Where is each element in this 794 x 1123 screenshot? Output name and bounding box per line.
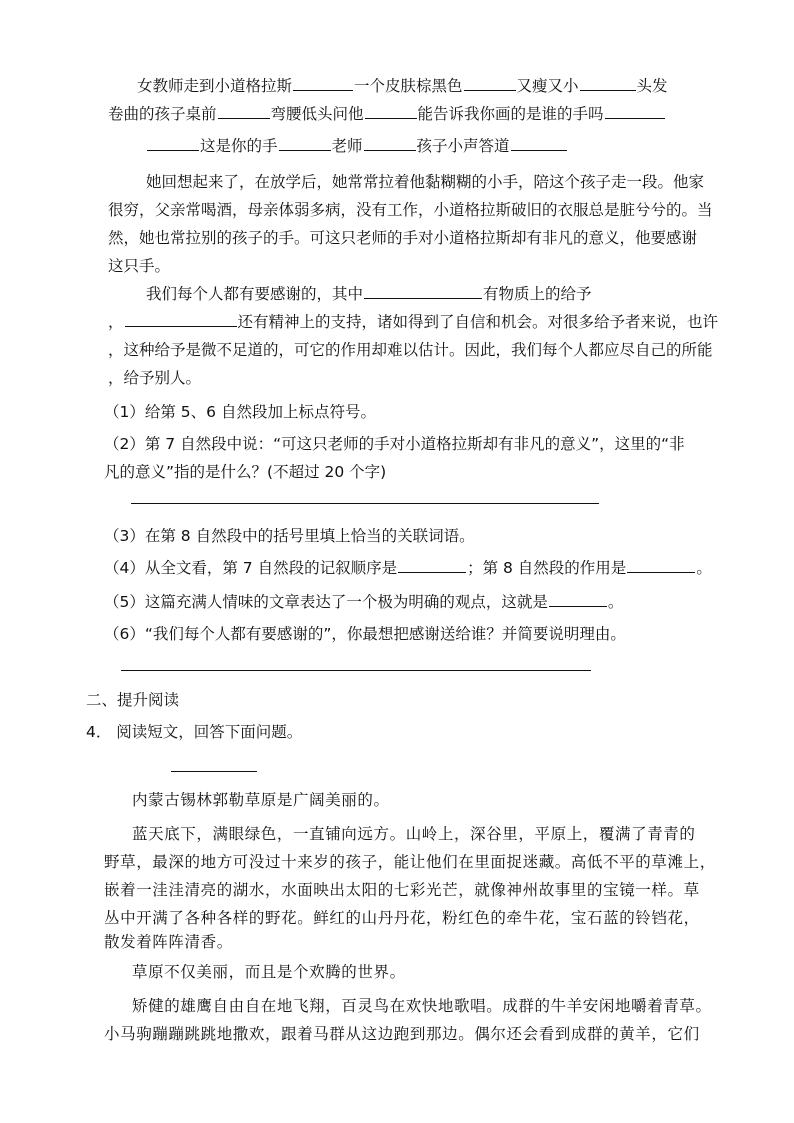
- para7-text: ，: [108, 313, 124, 331]
- dialog-text: 头发: [636, 77, 668, 95]
- para7-line-4: ，给予别人。: [108, 369, 202, 387]
- dialog-text: 卷曲的孩子桌前: [108, 105, 217, 123]
- answer-blank[interactable]: [293, 76, 353, 91]
- dialog-text: 一个皮肤棕黑色: [354, 77, 463, 95]
- passage-para-1: 内蒙古锡林郭勒草原是广阔美丽的。: [132, 791, 390, 809]
- passage-para-2-line: 蓝天底下，满眼绿色，一直铺向远方。山岭上，深谷里，平原上，覆满了青青的: [132, 825, 696, 843]
- answer-line[interactable]: [131, 503, 599, 504]
- dialog-text: 能告诉我你画的是谁的手吗: [417, 105, 604, 123]
- dialog-text: 弯腰低头问他: [270, 105, 364, 123]
- answer-blank[interactable]: [398, 558, 466, 573]
- dialog-line-2: [108, 104, 666, 124]
- answer-blank[interactable]: [511, 136, 567, 151]
- answer-blank[interactable]: [627, 558, 695, 573]
- dialog-text: 这是你的手: [200, 137, 278, 155]
- passage-para-4-line: 矫健的雄鹰自由自在地飞翔，百灵鸟在欢快地歌唱。成群的牛羊安闲地嚼着青草。: [132, 997, 712, 1015]
- passage-para-2-line: 嵌着一洼洼清亮的湖水，水面映出太阳的七彩光芒，就像神州故事里的宝镜一样。草: [104, 881, 700, 899]
- dialog-line-3: [146, 136, 568, 156]
- answer-blank[interactable]: [218, 104, 270, 119]
- question-text: （4）从全文看，第 7 自然段的记叙顺序是: [104, 559, 398, 577]
- section-heading: 二、提升阅读: [86, 691, 180, 709]
- passage-para-2-line: 野草，最深的地方可没过十来岁的孩子，能让他们在里面捉迷藏。高低不平的草滩上，: [104, 853, 716, 871]
- title-blank[interactable]: [171, 771, 257, 772]
- para7-text: 还有精神上的支持，诸如得到了自信和机会。对很多给予者来说，也许: [237, 313, 719, 331]
- para6-line: 这只手。: [108, 257, 171, 275]
- question-6: （6）“我们每个人都有要感谢的”，你最想把感谢送给谁？并简要说明理由。: [104, 625, 626, 643]
- para7-text: 我们每个人都有要感谢的，其中: [146, 285, 364, 303]
- answer-blank[interactable]: [364, 136, 416, 151]
- para6-line: 很穷，父亲常喝酒，母亲体弱多病，没有工作，小道格拉斯破旧的衣服总是脏兮兮的。当: [108, 201, 713, 219]
- dialog-text: 孩子小声答道: [416, 137, 510, 155]
- answer-blank[interactable]: [364, 284, 482, 299]
- answer-blank[interactable]: [365, 104, 417, 119]
- para7-line-3: ，这种给予是微不足道的，可它的作用却难以估计。因此，我们每个人都应尽自己的所能: [108, 341, 713, 359]
- passage-para-2-line: 散发着阵阵清香。: [104, 933, 233, 951]
- answer-blank[interactable]: [147, 136, 199, 151]
- answer-blank[interactable]: [464, 76, 516, 91]
- task-instruction: 4． 阅读短文，回答下面问题。: [86, 723, 303, 741]
- para7-line-1: [146, 284, 592, 304]
- para6-line: 然，她也常拉别的孩子的手。可这只老师的手对小道格拉斯却有非凡的意义，他要感谢: [108, 229, 698, 247]
- answer-blank[interactable]: [125, 312, 237, 327]
- question-text: 。: [696, 559, 712, 577]
- answer-line[interactable]: [121, 670, 591, 671]
- answer-blank[interactable]: [605, 104, 665, 119]
- passage-para-4-line: 小马驹蹦蹦跳跳地撒欢，跟着马群从这边跑到那边。偶尔还会看到成群的黄羊，它们: [104, 1025, 700, 1043]
- question-5: [104, 592, 623, 612]
- passage-para-2-line: 丛中开满了各种各样的野花。鲜红的山丹丹花，粉红色的牵牛花，宝石蓝的铃铛花，: [104, 909, 700, 927]
- question-2-line-1: （2）第 7 自然段中说：“可这只老师的手对小道格拉斯却有非凡的意义”，这里的“非: [104, 435, 685, 453]
- para7-line-2: [108, 312, 718, 332]
- dialog-line-1: [137, 76, 668, 96]
- question-1: （1）给第 5、6 自然段加上标点符号。: [104, 403, 376, 421]
- question-text: ；第 8 自然段的作用是: [467, 559, 627, 577]
- dialog-text: 老师: [331, 137, 363, 155]
- question-text: 。: [607, 593, 624, 611]
- para7-text: 有物质上的给予: [483, 285, 592, 303]
- para6-line: 她回想起来了，在放学后，她常常拉着他黏糊糊的小手，陪这个孩子走一段。他家: [146, 173, 705, 191]
- question-4: [104, 558, 712, 578]
- answer-blank[interactable]: [549, 592, 607, 607]
- dialog-text: 又瘦又小: [516, 77, 579, 95]
- dialog-text: 女教师走到小道格拉斯: [137, 77, 293, 95]
- passage-para-3: 草原不仅美丽，而且是个欢腾的世界。: [132, 963, 406, 981]
- question-text: （5）这篇充满人情味的文章表达了一个极为明确的观点，这就是: [104, 593, 548, 611]
- answer-blank[interactable]: [580, 76, 636, 91]
- answer-blank[interactable]: [279, 136, 331, 151]
- question-2-line-2: 凡的意义”指的是什么？(不超过 20 个字): [104, 463, 387, 481]
- question-3: （3）在第 8 自然段中的括号里填上恰当的关联词语。: [104, 527, 475, 545]
